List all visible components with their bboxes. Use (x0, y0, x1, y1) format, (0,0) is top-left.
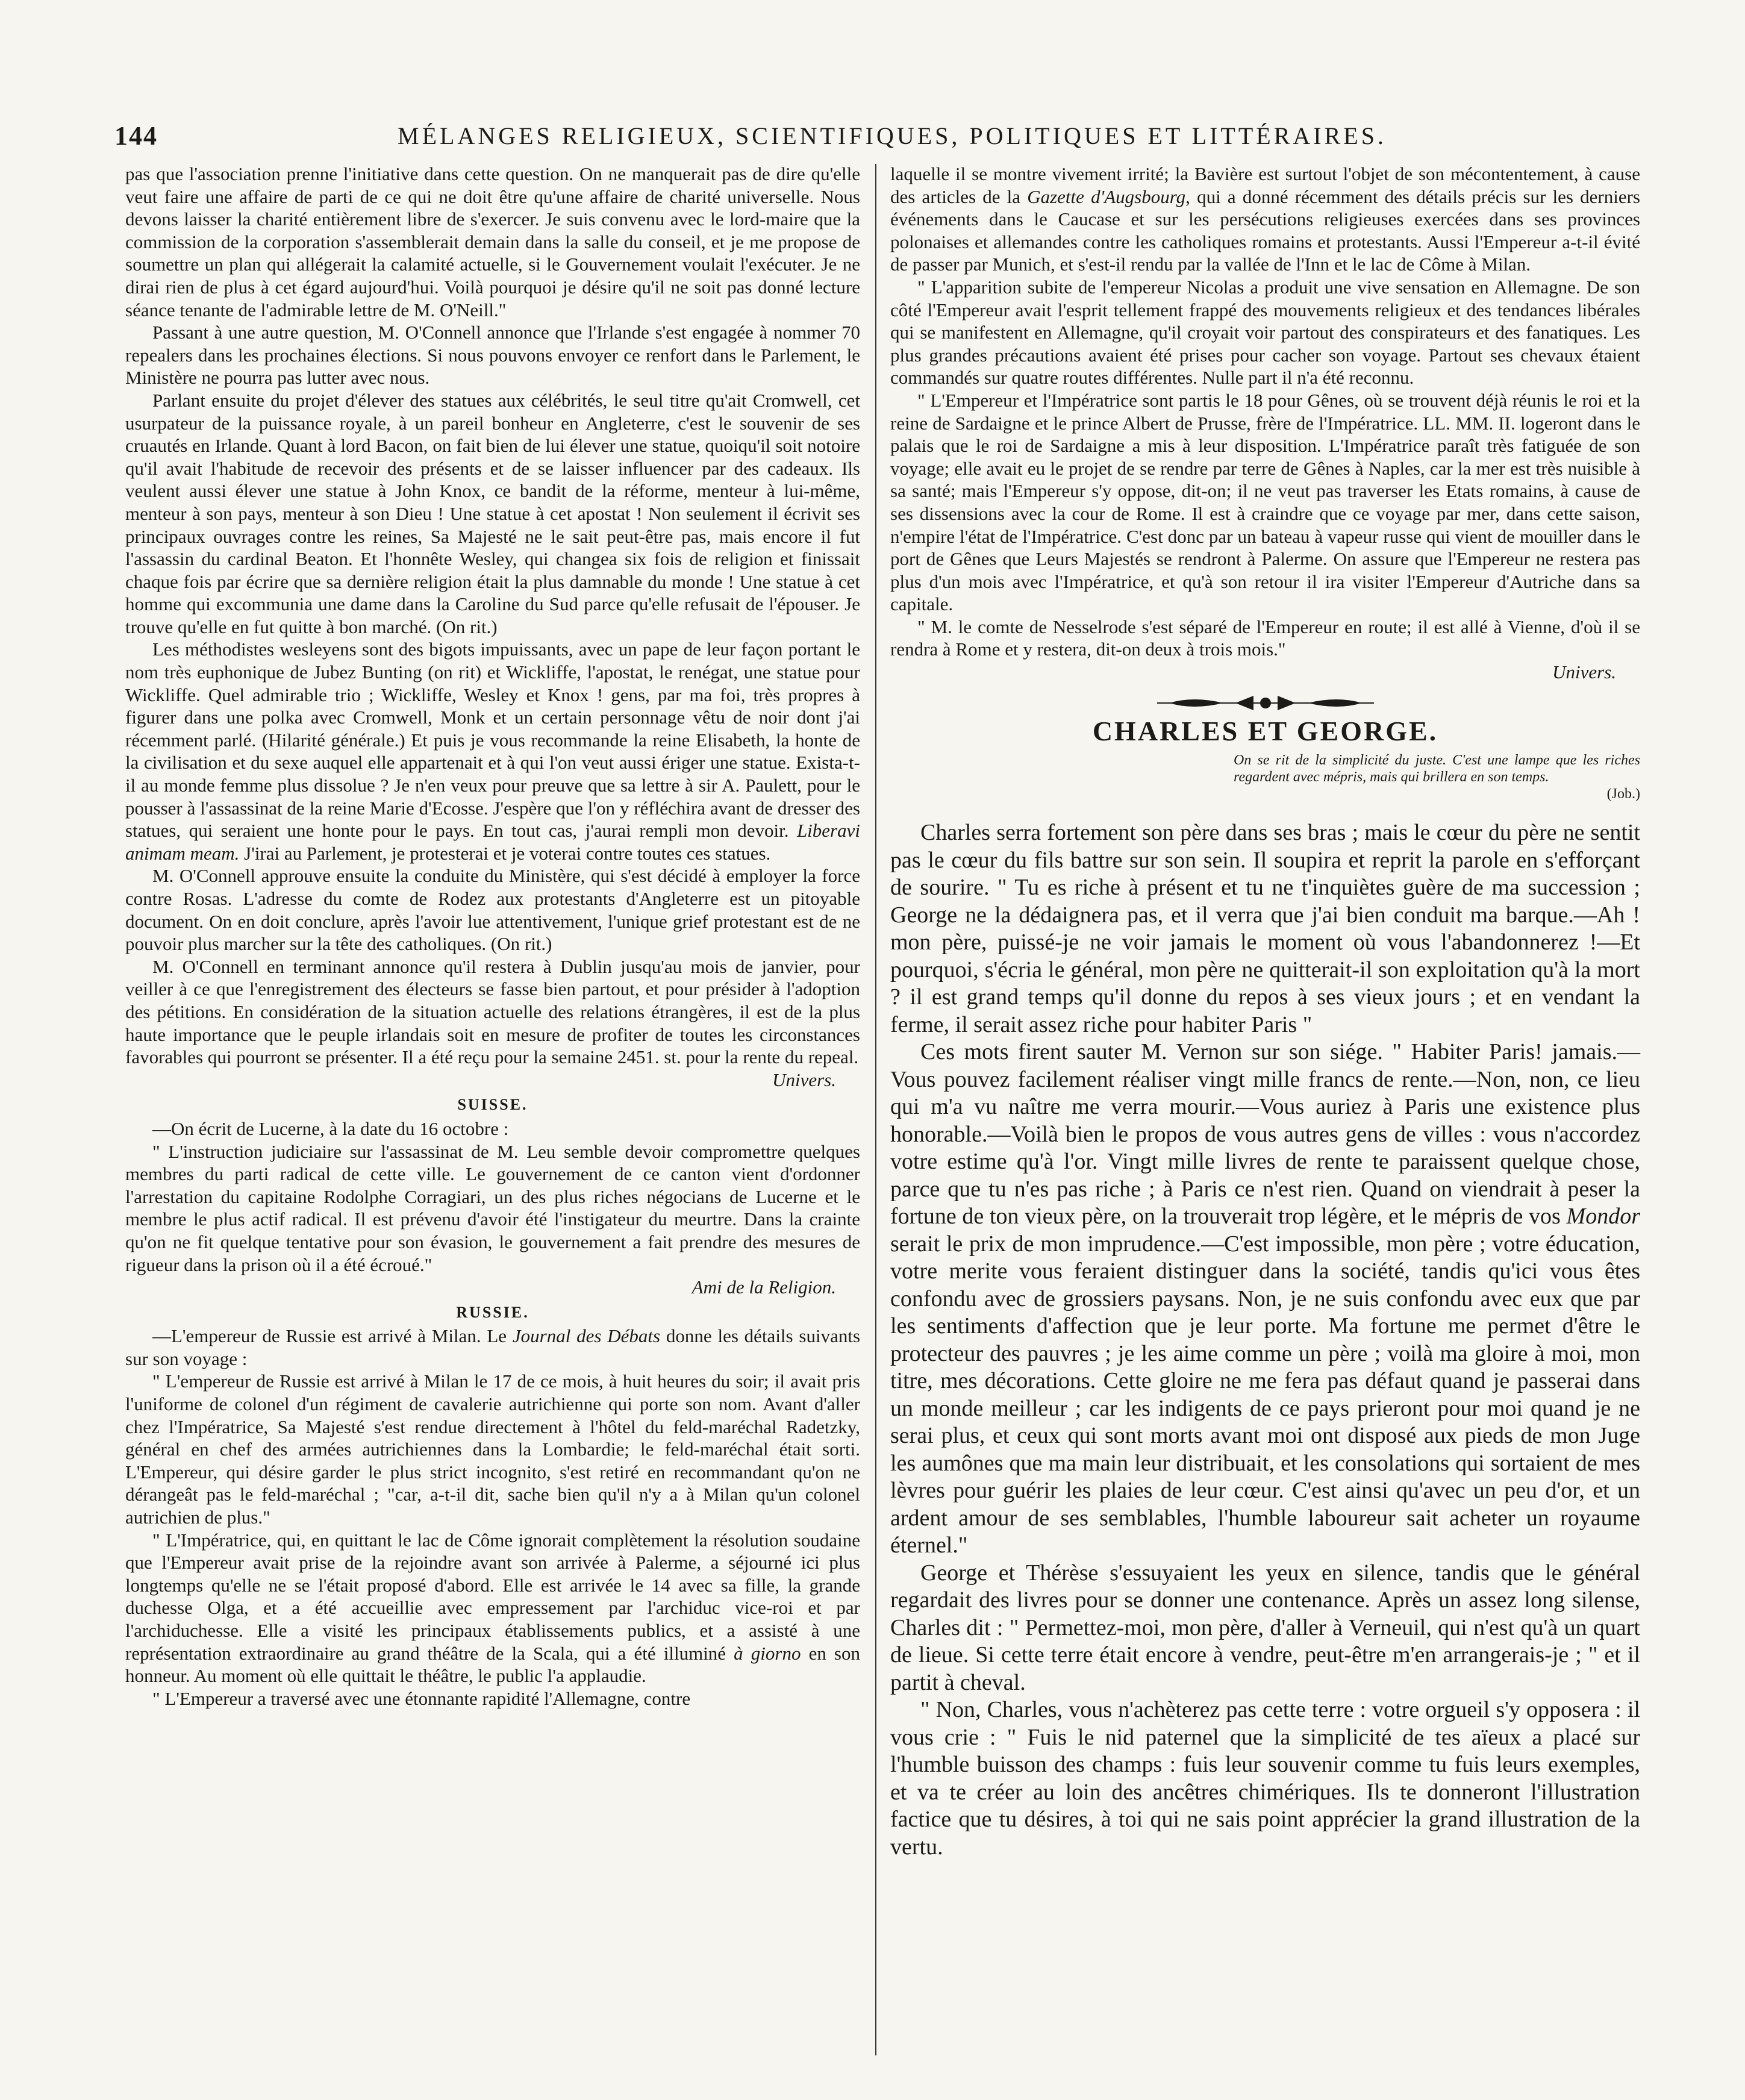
epigraph-source: (Job.) (1606, 786, 1640, 802)
journal-title: Gazette d'Augsbourg (1027, 186, 1186, 207)
paragraph-text: , qui a donné récemment des détails précis sur les derniers événements dans le Caucase et sur les persécutions religieuses exercées dans ses provinces polonaises et allemandes contre les catholiques romains et protestants. Aussi l'Empereur a-t-il évité de passer par Munich, et s'est-il rendu par la vallée de l'Inn et le lac de Côme à Milan. (890, 186, 1640, 275)
paragraph-text: Ces mots firent sauter M. Vernon sur son siége. " Habiter Paris! jamais.—Vous pouvez facilement réaliser vingt mille francs de rente.—Non, non, ce lieu qui m'a vu naître me verra mourir.—Vous auriez à Paris une existence plus honorable.—Voilà bien le propos de vous autres gens de villes : vous n'accordez votre estime qu'à l'or. Vingt mille livres de rente te paraissent quelque chose, parce que tu n'es pas riche ; à Paris ce n'est rien. Quand on viendrait à peser la fortune de ton vieux père, on la trouverait trop légère, et le mépris de vos (890, 1039, 1640, 1230)
section-heading-russie: RUSSIE. (456, 1303, 529, 1321)
source-signature: Ami de la Religion. (691, 1277, 836, 1298)
paragraph-text: J'irai au Parlement, je protesterai et je voterai contre toutes ces statues. (244, 842, 771, 864)
paragraph (890, 163, 1640, 276)
paragraph: " L'Empereur et l'Impératrice sont partis le 18 pour Gênes, où se trouvent déjà réunis le roi et la reine de Sardaigne et le prince Albert de Prusse, frère de l'Impératrice. LL. MM. II. logeront dans le palais que le roi de Sardaigne a mis à leur disposition. L'Impératrice paraît très fatiguée de son voyage; elle avait eu le projet de se rendre par terre de Gênes à Naples, car la mer est très nuisible à sa santé; mais l'Empereur s'y oppose, dit-on; il ne veut pas traverser les Etats romains, à cause de ses dissensions avec la cour de Rome. Il est à craindre que ce voyage par mer, dans cette saison, n'empire l'état de l'Impératrice. C'est donc par un bateau à vapeur russe qui vient de mouiller dans le port de Gênes que Leurs Majestés se rendront à Palerme. On assure que l'Empereur ne restera pas plus d'un mois avec l'Impératrice, et qu'à son retour il ira visiter l'Empereur d'Autriche dans sa capitale. (890, 389, 1640, 615)
latin-phrase: Liberavi animam meam. (125, 820, 860, 864)
paragraph (125, 1529, 860, 1687)
paragraph: " L'Empereur a traversé avec une étonnante rapidité l'Allemagne, contre (152, 1687, 691, 1709)
section-heading-suisse: SUISSE. (457, 1096, 528, 1114)
paragraph-text: —L'empereur de Russie est arrivé à Milan. Le (152, 1325, 507, 1347)
italic-word: Mondor (1566, 1204, 1640, 1230)
italic-phrase: à giorno (734, 1642, 801, 1664)
paragraph: Charles serra fortement son père dans ses bras ; mais le cœur du père ne sentit pas le cœur du fils battre sur son sein. Il soupira et reprit la parole en s'efforçant de sourire. " Tu es riche à présent et tu ne t'inquiètes guère de ma succession ; George ne la dédaignera pas, et il verra que j'ai bien conduit ma barque.—Ah ! mon père, puissé-je ne voir jamais le moment où vous l'abandonnerez !—Et pourquoi, s'écria le général, mon père ne quitterait-il son exploitation qu'à la mort ? il est grand temps qu'il donne du repos à ses vieux jours ; et en vendant la ferme, il serait assez riche pour habiter Paris " (890, 820, 1640, 1037)
left-column (125, 163, 860, 1710)
epigraph-text: On se rit de la simplicité du juste. C'est une lampe que les riches regardent avec mépris, mais qui brillera en son temps. (1234, 752, 1640, 786)
story-title: CHARLES ET GEORGE. (1092, 715, 1438, 746)
source-signature: Univers. (1552, 661, 1616, 683)
paragraph (890, 1039, 1640, 1560)
paragraph-text: serait le prix de mon imprudence.—C'est impossible, mon père ; votre éducation, votre merite vous feraient distinguer dans la société, tandis qu'ici vous êtes confondu avec de grossiers paysans. Non, je ne suis confondu avec eux que par les sentiments d'affection que je leur porte. Ma fortune me permet d'être le protecteur des pauvres ; je les aime comme un père ; voilà ma gloire à moi, mon titre, mes décorations. Cette gloire ne me fera pas défaut quand je passerai dans un monde meilleur ; car les indigents de ce pays prieront pour moi quand je ne serai plus, et ceux qui sont morts avant moi ont disposé aux pieds de mon Juge les aumônes que ma main leur distribuait, et les consolations qui sortaient de mes lèvres pour guérir les plaies de leur cœur. C'est ainsi qu'avec un peu d'or, et un ardent amour de ses semblables, l'humble laboureur sait acheter un royaume éternel." (890, 1231, 1640, 1558)
running-title: MÉLANGES RELIGIEUX, SCIENTIFIQUES, POLITIQUES ET LITTÉRAIRES. (398, 122, 1387, 149)
paragraph: Passant à une autre question, M. O'Connell annonce que l'Irlande s'est engagée à nommer 70 repealers dans les prochaines élections. Si nous pouvons envoyer ce renfort dans le Parlement, le Ministère ne pourra pas lutter avec nous. (125, 322, 860, 389)
paragraph-text: donne les détails suivants sur son voyage : (125, 1325, 861, 1369)
paragraph-text: Les méthodistes wesleyens sont des bigots impuissants, avec un pape de leur façon portant le nom très euphonique de Jubez Bunting (on rit) et Wickliffe, l'apostat, le renégat, une statue pour Wickliffe. Quel admirable trio ; Wickliffe, Wesley et Knox ! gens, par ma foi, très propres à figurer dans une polka avec Cromwell, Monk et un certain personnage vêtu de noir dont j'ai récemment parlé. (Hilarité générale.) Et puis je vous recommande la reine Elisabeth, la honte de la civilisation et du sexe auquel elle appartenait et à qui l'on veut aussi ériger une statue. Exista-t-il au monde femme plus dissolue ? Je n'en veux pour preuve que sa lettre à sir A. Paulett, pour le pousser à l'assassinat de la reine Marie d'Ecosse. J'espère que l'on y réfléchira avant de dresser des statues, qui seraient une honte pour le pays. En tout cas, j'aurai rempli mon devoir. (125, 639, 860, 842)
paragraph: pas que l'association prenne l'initiative dans cette question. On ne manquerait pas de dire qu'elle veut faire une affaire de parti de ce qui ne doit être qu'une affaire de charité universelle. Nous devons laisser la charité entièrement libre de s'exercer. Je suis convenu avec le lord-maire que la commission de la corporation s'assemblerait demain dans la salle du conseil, et je me propose de soumettre un plan qui allégerait la calamité actuelle, si le Gouvernement voulait l'exécuter. Je ne dirai rien de plus à cet égard aujourd'hui. Voilà pourquoi je désire qu'il ne soit pas donné lecture séance tenante de l'admirable lettre de M. O'Neill." (125, 163, 860, 320)
paragraph: —On écrit de Lucerne, à la date du 16 octobre : (152, 1117, 509, 1139)
page-number: 144 (114, 121, 158, 151)
paragraph: " M. le comte de Nesselrode s'est séparé de l'Empereur en route; il est allé à Vienne, d'où il se rendra à Rome et y restera, dit-on deux à trois mois." (890, 616, 1640, 660)
paragraph: Parlant ensuite du projet d'élever des statues aux célébrités, le seul titre qu'ait Cromwell, cet usurpateur de la puissance royale, à un pareil bonheur en Angleterre, c'est le souvenir de ses cruautés en Irlande. Quant à lord Bacon, on fait bien de lui élever une statue, quoiqu'il soit notoire qu'il avait l'habitude de recevoir des présents et de se laisser influencer par des cadeaux. Ils veulent aussi élever une statue à John Knox, ce bandit de la réforme, menteur à lui-même, menteur à son pays, menteur à son Dieu ! Une statue à cet apostat ! Non seulement il écrivit ses principaux ouvrages contre les reines, Sa Majesté ne le sait peut-être pas, mais encore il fut l'assassin du cardinal Beaton. Et l'honnête Wesley, qui changea six fois de religion et finissait chaque fois par écrire que sa dernière religion était la plus damnable du monde ! Une statue à cet homme qui excommunia une dame dans la Caroline du Sud parce qu'elle refusait de l'épouser. Je trouve qu'elle en fut quitte à bon marché. (On rit.) (125, 389, 860, 637)
paragraph: M. O'Connell approuve ensuite la conduite du Ministère, qui s'est décidé à employer la force contre Rosas. L'adresse du comte de Rodez aux protestants d'Angleterre est un pitoyable document. On en doit conclure, après l'avoir lue attentivement, l'unique grief protestant est de ne pouvoir plus marcher sur la tête des catholiques. (On rit.) (125, 865, 860, 955)
paragraph: " L'instruction judiciaire sur l'assassinat de M. Leu semble devoir compromettre quelques membres du parti radical de cette ville. Le gouvernement de ce canton vient d'ordonner l'arrestation du capitaine Rodolphe Corragiari, un des plus riches négocians de Lucerne et le membre le plus actif radical. Il est prévenu d'avoir été l'instigateur du meurtre. Dans la crainte qu'on ne fit quelque tentative pour son évasion, le gouvernement a fait prendre des mesures de rigueur dans la prison où il a été écroué." (125, 1140, 860, 1275)
epigraph (1234, 752, 1640, 802)
source-signature: Univers. (772, 1069, 836, 1090)
ornament-divider-icon (890, 692, 1640, 716)
paragraph: George et Thérèse s'essuyaient les yeux en silence, tandis que le général regardait des livres pour se donner une contenance. Après un assez long silense, Charles dit : " Permettez-moi, mon père, d'aller à Verneuil, qui n'est qu'à un quart de lieue. Si cette terre était encore à vendre, peut-être m'en arrangerais-je ; " et il partit à cheval. (890, 1560, 1640, 1695)
paragraph: M. O'Connell en terminant annonce qu'il restera à Dublin jusqu'au mois de janvier, pour veiller à ce que l'enregistrement des électeurs se fasse bien partout, et pour présider à l'adoption des pétitions. En considération de la situation actuelle des relations étrangères, il est de la plus haute importance que le peuple irlandais soit en mesure de profiter de toutes les circonstances favorables qui pourront se présenter. Il a été reçu pour la semaine 2451. st. pour la rente du repeal. (125, 955, 860, 1068)
paragraph: " L'apparition subite de l'empereur Nicolas a produit une vive sensation en Allemagne. De son côté l'Empereur avait l'esprit tellement frappé des mouvements religieux et des tendances libérales qui se manifestent en Allemagne, qu'il croyait voir partout des conspirateurs et des fanatiques. Les plus grandes précautions avaient été prises pour cacher son voyage. Partout ses chevaux étaient commandés sur quatre routes différentes. Nulle part il n'a été reconnu. (890, 276, 1640, 389)
paragraph (125, 638, 860, 864)
story-body (890, 819, 1640, 1861)
paragraph: " Non, Charles, vous n'achèterez pas cette terre : votre orgueil s'y opposera : il vous crie : " Fuis le nid paternel que la simplicité de tes aïeux a placé sur l'humble buisson des champs : fuis leur souvenir comme tu fuis leurs exemples, et va te créer au loin des ancêtres chimériques. Ils te donneront l'illustration factice que tu désires, à toi qui ne sais point apprécier la grand illustration de la vertu. (890, 1697, 1640, 1860)
page-header (114, 120, 1656, 157)
paragraph (125, 1325, 860, 1370)
right-column (890, 163, 1640, 1861)
paragraph: " L'empereur de Russie est arrivé à Milan le 17 de ce mois, à huit heures du soir; il avait pris l'uniforme de colonel d'un régiment de cavalerie autrichienne qui porte son nom. Avant d'aller chez l'Impératrice, Sa Majesté s'est rendue directement à l'hôtel du feld-maréchal Radetzky, général en chef des armées autrichiennes dans la Lombardie; le feld-maréchal était sorti. L'Empereur, qui désire garder le plus strict incognito, s'est retiré en recommandant qu'on ne dérangeât pas le feld-maréchal ; "car, a-t-il dit, sache bien qu'il n'y a à Milan qu'un colonel autrichien de plus." (125, 1370, 860, 1528)
journal-title: Journal des Débats (512, 1325, 661, 1347)
paragraph-text: laquelle il se montre vivement irrité; la Bavière est surtout l'objet de son mécontentement, à cause des articles de la (890, 163, 1640, 207)
paragraph-text: " L'Impératrice, qui, en quittant le lac de Côme ignorait complètement la résolution soudaine que l'Empereur avait prise de la rejoindre avant son arrivée à Palerme, a séjourné ici plus longtemps qu'elle ne se l'était proposé d'abord. Elle est arrivée le 14 avec sa fille, la grande duchesse Olga, et a été accueillie avec empressement par l'archiduc vice-roi et par l'archiduchesse. Elle a visité les principaux établissements publics, et a assisté à une représentation extraordinaire au grand théâtre de la Scala, qui a été illuminé (125, 1529, 860, 1664)
paragraph-text: en son honneur. Au moment où elle quittait le théâtre, le public l'a applaudie. (125, 1642, 860, 1687)
column-divider (875, 164, 876, 2055)
